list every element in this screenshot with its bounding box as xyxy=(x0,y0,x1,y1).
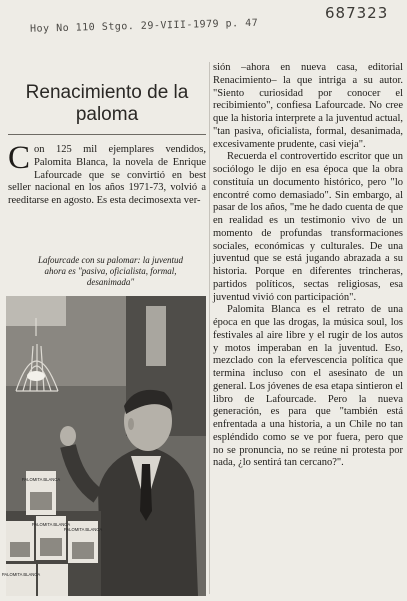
right-column xyxy=(213,62,403,596)
handwritten-source-note: Hoy No 110 Stgo. 29-VIII-1979 p. 47 xyxy=(29,17,259,35)
left-column xyxy=(8,140,206,208)
headline-rule xyxy=(8,134,206,135)
lead-paragraph xyxy=(8,140,206,208)
photo-caption: Lafourcade con su palomar: la juventud ahora es "pasiva, oficialista, formal, desanimada" xyxy=(38,255,183,287)
body-paragraph-2: Recuerda el controvertido escritor que un sociólogo le dijo en esa época que la obra constituía un documento histórico, pero "lo encontré como demasiado". Sin embargo, al pasar de los años, "me he dado cuenta de que en realidad es un testimonio vivo de un momento de profundas transformaciones sociales, económicas y culturales. De una juventud que se está jugando abrazada a su historia. Porque en diferentes trincheras, partidos políticos, sectas religiosas, esa juventud vivió con participación". xyxy=(213,151,403,303)
book-cover-title: PALOMITA BLANCA xyxy=(21,477,61,482)
article-headline: Renacimiento de la paloma xyxy=(25,82,189,125)
body-paragraph-1: sión –ahora en nueva casa, editorial Renacimiento– la que intriga a su autor. "Siento curiosidad por conocer el recibimiento", confiesa Lafourcade. No cree que la historia interprete a la juventud actual, "tan pasiva, oficialista, formal, desanimada, excesivamente prudente, casi vieja". xyxy=(213,62,403,150)
dove-icon xyxy=(27,371,45,381)
book-cover-title: PALOMITA BLANCA xyxy=(31,522,71,527)
lead-text: on 125 mil ejemplares vendidos, Palomita Blanca, la novela de Enrique Lafourcade que se convirtió en best seller nacional en los años 1971-73, volvió a reeditarse en agosto. Es esta decimosexta ver- xyxy=(8,144,206,207)
book-cover-title: PALOMITA BLANCA xyxy=(1,572,41,577)
author-photo-illustration xyxy=(1,296,206,596)
author-photo xyxy=(1,296,206,596)
archive-code: 687323 xyxy=(325,4,389,22)
column-divider xyxy=(209,62,210,594)
drop-cap: C xyxy=(8,140,31,176)
body-paragraph-3: Palomita Blanca es el retrato de una época en que las drogas, la música soul, los festivales al aire libre y el rugir de los autos y motos imperaban en la juventud. Eso, mezclado con la efervescencia política que termina incluso con el asesinato de un general. Los jóvenes de esa etapa sintieron el libro de Lafourcade. Pero la nueva generación, es para que "también está enfrentada a una historia, a un Chile no tan espléndido como se ve por fuera, pero que no se pronuncia, no se reúne ni protesta por nada, ¿lo sentirá tan cercano?". xyxy=(213,304,403,469)
book-cover-title: PALOMITA BLANCA xyxy=(63,527,103,532)
